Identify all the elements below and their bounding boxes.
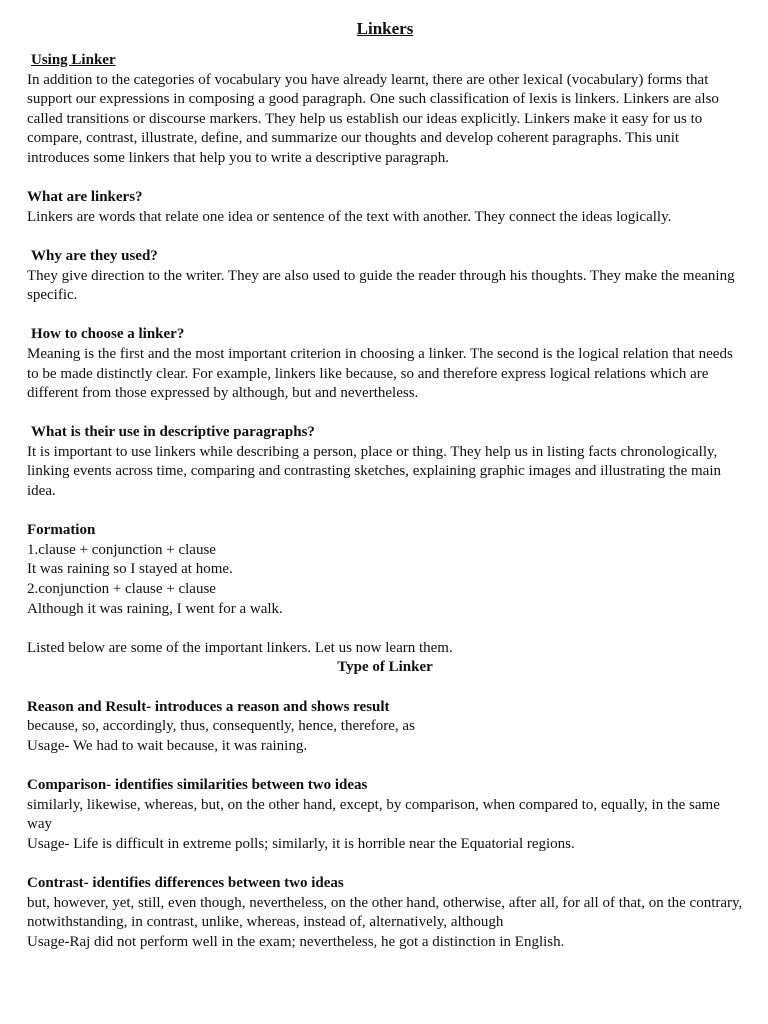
section-formation [27,521,743,619]
descriptive-use-heading: What is their use in descriptive paragraphs? [31,424,315,441]
using-linker-heading: Using Linker [31,52,116,68]
formation-line: It was raining so I stayed at home. [27,561,233,578]
section-what-are-linkers [27,188,743,227]
section-why-used [27,247,743,306]
section-comparison [27,776,743,854]
section-contrast [27,874,743,952]
section-reason-result [27,698,743,757]
contrast-linkers: but, however, yet, still, even though, nevertheless, on the other hand, otherwise, after all, for all of that, on the contrary, notwithstanding, in contrast, unlike, whereas, instead of, alternatively, although [27,894,743,931]
document-page [27,18,743,952]
spacer [27,227,743,247]
spacer [27,756,743,776]
what-are-linkers-body: Linkers are words that relate one idea or sentence of the text with another. They connect the ideas logically. [27,208,672,225]
descriptive-use-body: It is important to use linkers while describing a person, place or thing. They help us in listing facts chronologically, linking events across time, comparing and contrasting sketches, explaining graphic images and illustrating the main idea. [27,443,721,500]
listed-intro: Listed below are some of the important linkers. Let us now learn them. [27,639,453,656]
spacer [27,169,743,189]
how-choose-heading: How to choose a linker? [31,326,185,343]
formation-heading: Formation [27,522,96,539]
section-how-choose [27,325,743,403]
section-descriptive-use [27,423,743,501]
reason-result-usage: Usage- We had to wait because, it was raining. [27,737,308,754]
comparison-usage: Usage- Life is difficult in extreme polls; similarly, it is horrible near the Equatorial regions. [27,835,575,852]
why-used-heading: Why are they used? [31,247,158,264]
formation-line: 1.clause + conjunction + clause [27,541,216,558]
spacer [27,678,743,698]
using-linker-body: In addition to the categories of vocabulary you have already learnt, there are other lexical (vocabulary) forms that support our expressions in composing a good paragraph. One such classification of lexis is linkers. Linkers are also called transitions or discourse markers. They help us establish our ideas explicitly. Linkers make it easy for us to compare, contrast, illustrate, define, and summarize our thoughts and develop coherent paragraphs. This unit introduces some linkers that help you to write a descriptive paragraph. [27,71,719,166]
comparison-linkers: similarly, likewise, whereas, but, on the other hand, except, by comparison, when compared to, equally, in the same way [27,796,720,833]
comparison-heading: Comparison- identifies similarities between two ideas [27,776,368,793]
reason-result-linkers: because, so, accordingly, thus, consequently, hence, therefore, as [27,718,415,735]
type-of-linker-heading: Type of Linker [337,659,433,676]
page-title: Linkers [356,19,414,38]
spacer [27,502,743,522]
spacer [27,404,743,424]
section-using-linker [27,51,743,169]
why-used-body: They give direction to the writer. They are also used to guide the reader through his thoughts. They make the meaning specific. [27,267,735,304]
spacer [27,619,743,639]
reason-result-heading: Reason and Result- introduces a reason and shows result [27,698,390,715]
contrast-usage: Usage-Raj did not perform well in the exam; nevertheless, he got a distinction in English. [27,933,565,950]
spacer [27,854,743,874]
how-choose-body: Meaning is the first and the most important criterion in choosing a linker. The second is the logical relation that needs to be made distinctly clear. For example, linkers like because, so and therefore express logical relations which are different from those expressed by although, but and nevertheless. [27,345,733,402]
formation-line: 2.conjunction + clause + clause [27,581,216,598]
formation-line: Although it was raining, I went for a walk. [27,600,283,617]
spacer [27,306,743,326]
what-are-linkers-heading: What are linkers? [27,189,143,206]
contrast-heading: Contrast- identifies differences between two ideas [27,874,344,891]
